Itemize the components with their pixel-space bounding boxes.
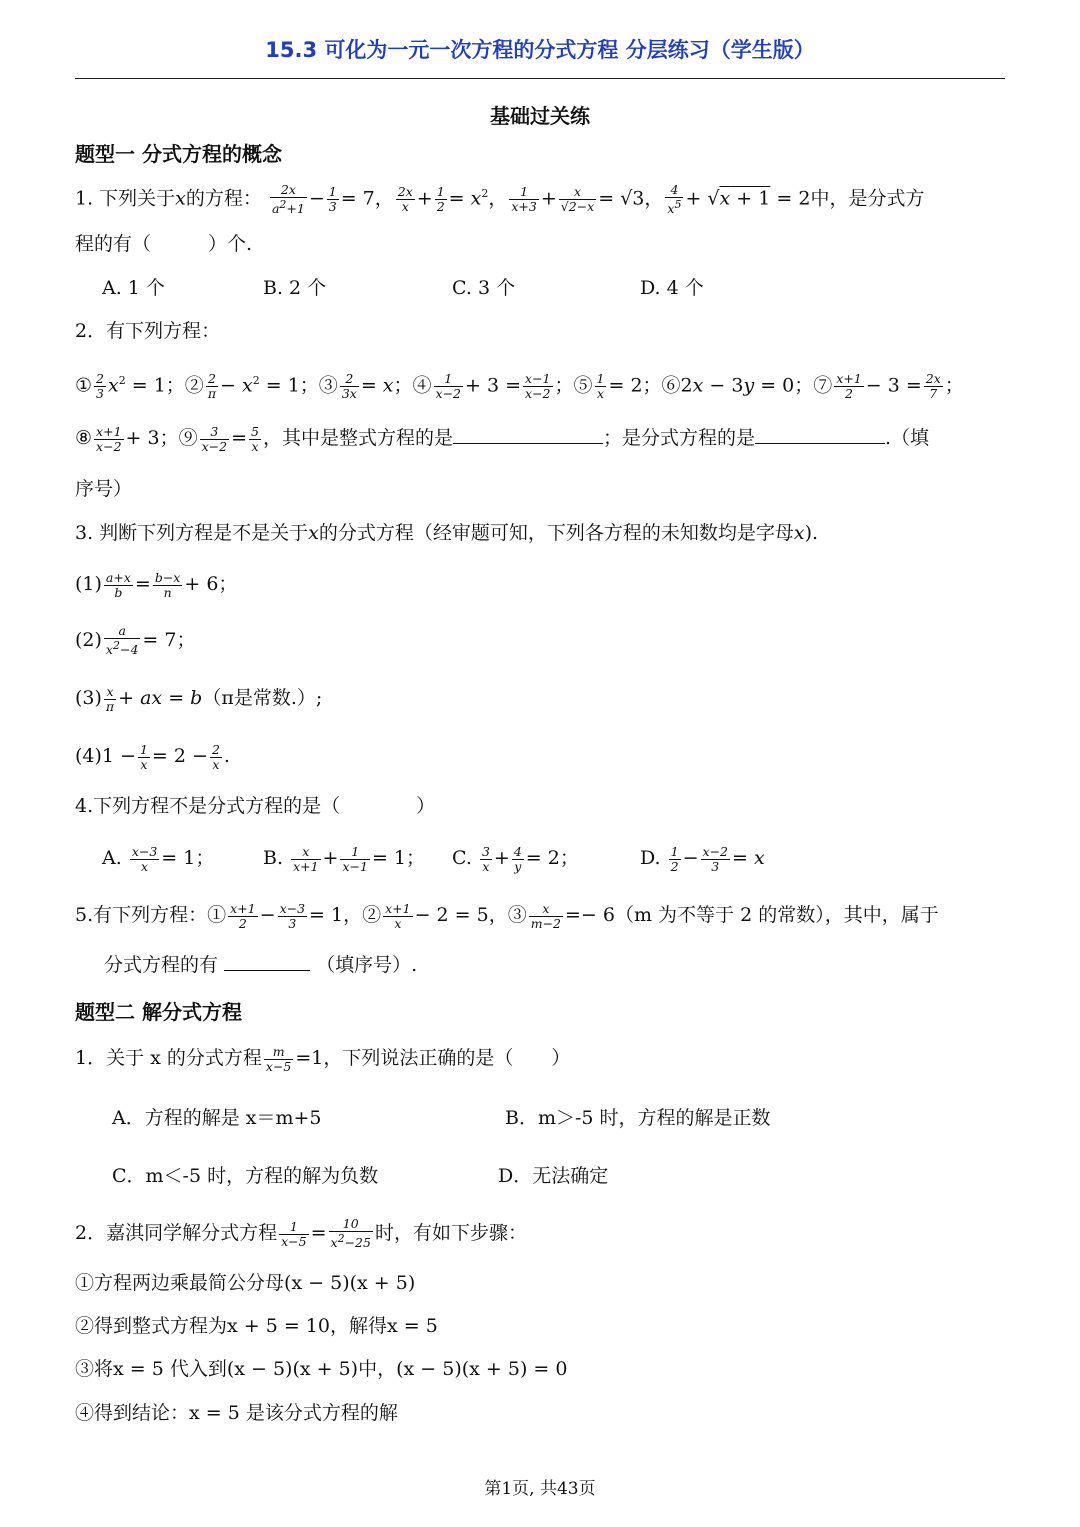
title-divider <box>75 78 1005 79</box>
t2-q1-option-b: B．m＞-5 时，方程的解是正数 <box>505 1107 771 1129</box>
q1-option-c: C. 3 个 <box>452 277 516 299</box>
t2-q1-option-d: D．无法确定 <box>498 1165 609 1187</box>
t2-q2-step2: ②得到整式方程为x + 5 = 10，解得x = 5 <box>75 1315 438 1337</box>
q4-option-a: A. $\frac{x-3}{x}$ = 1； <box>102 843 215 874</box>
q1-line1: 1. 下列关于x的方程： $\frac{2x}{a^2+1}$ − $\frac{1}{3}$ = 7， $\frac{2x}{x}$ + $\frac{1}{2}$ = $x^2$， $\frac{1}{x+3}$ + $\frac{x}{√2-x}$ = √3， $\frac{4}{x^5}$ + √x + 1 = 2中，是分式方 <box>75 181 925 216</box>
q4-option-d: D. $\frac{1}{2}$ − $\frac{x-2}{3}$ = x <box>640 843 765 874</box>
q2-line3: 序号） <box>75 478 133 500</box>
q5-line2: 分式方程的有 （填序号）. <box>104 954 418 976</box>
q4-option-b: B. $\frac{x}{x+1}$ + $\frac{1}{x-1}$ = 1； <box>263 843 426 874</box>
t2-q2-step1: ①方程两边乘最简公分母(x − 5)(x + 5) <box>75 1272 416 1294</box>
document-title: 15.3 可化为一元一次方程的分式方程 分层练习（学生版） <box>265 38 815 62</box>
q2-intro: 2．有下列方程： <box>75 320 221 342</box>
q2-answer-blank-2[interactable] <box>755 425 885 444</box>
q1-option-b: B. 2 个 <box>263 277 327 299</box>
q2-equations-line1: ① $\frac{2}{3}$ $x^2 = 1$；② $\frac{2}{\pi}$ − $x^2 = 1$；③ $\frac{2}{3x}$ = x；④ $\frac{1}{x-2}$ + 3 = $\frac{x-1}{x-2}$ ；⑤ $\frac{1}{x}$ = 2；⑥2x − 3y = 0；⑦ $\frac{x+1}{2}$ − 3 = $\frac{2x}{7}$ ； <box>75 370 964 401</box>
t2-q2-step4: ④得到结论：x = 5 是该分式方程的解 <box>75 1402 398 1424</box>
t2-q2-step3: ③将x = 5 代入到(x − 5)(x + 5)中，(x − 5)(x + 5) = 0 <box>75 1358 568 1380</box>
type2-heading: 题型二 解分式方程 <box>75 1000 242 1024</box>
t2-q1-line: 1．关于 x 的分式方程 $\frac{m}{x-5}$ =1，下列说法正确的是（ ） <box>75 1043 571 1074</box>
q5-answer-blank[interactable] <box>224 952 310 971</box>
q1-option-a: A. 1 个 <box>102 277 165 299</box>
q1-option-d: D. 4 个 <box>640 277 704 299</box>
t2-q1-option-a: A．方程的解是 x＝m+5 <box>112 1107 322 1129</box>
type1-heading: 题型一 分式方程的概念 <box>75 142 282 166</box>
q4-option-c: C. $\frac{3}{x}$ + $\frac{4}{y}$ = 2； <box>452 843 579 874</box>
q4-intro: 4.下列方程不是分式方程的是（ ） <box>75 795 436 817</box>
q2-answer-blank-1[interactable] <box>453 425 603 444</box>
q3-item-4: (4)1 − $\frac{1}{x}$ = 2 − $\frac{2}{x}$ . <box>75 741 230 772</box>
page-number: 第1页, 共43页 <box>484 1479 596 1499</box>
q5-line1: 5.有下列方程：① $\frac{x+1}{2}$ − $\frac{x-3}{3}$ = 1，② $\frac{x+1}{x}$ − 2 = 5，③ $\frac{x}{m-2}$ =− 6（m 为不等于 2 的常数），其中，属于 <box>75 900 939 931</box>
q3-intro: 3. 判断下列方程是不是关于x的分式方程（经审题可知，下列各方程的未知数均是字母x). <box>75 522 819 544</box>
q3-item-1: (1) $\frac{a+x}{b}$ = $\frac{b-x}{n}$ + 6； <box>75 569 238 600</box>
t2-q1-option-c: C．m＜-5 时，方程的解为负数 <box>112 1165 379 1187</box>
section-title: 基础过关练 <box>490 104 590 128</box>
q3-item-2: (2) $\frac{a}{x^2-4}$ = 7； <box>75 623 196 658</box>
q2-equations-line2: ⑧ $\frac{x+1}{x-2}$ + 3；⑨ $\frac{3}{x-2}$ = $\frac{5}{x}$ ，其中是整式方程的是 ；是分式方程的是 .（填 <box>75 423 930 454</box>
t2-q2-line: 2．嘉淇同学解分式方程 $\frac{1}{x-5}$ = $\frac{10}{x^2-25}$ 时，有如下步骤： <box>75 1216 527 1251</box>
q3-item-3: (3) $\frac{x}{\pi}$ + ax = b（π是常数.）; <box>75 683 323 714</box>
q1-line2: 程的有（ ）个. <box>75 233 253 255</box>
